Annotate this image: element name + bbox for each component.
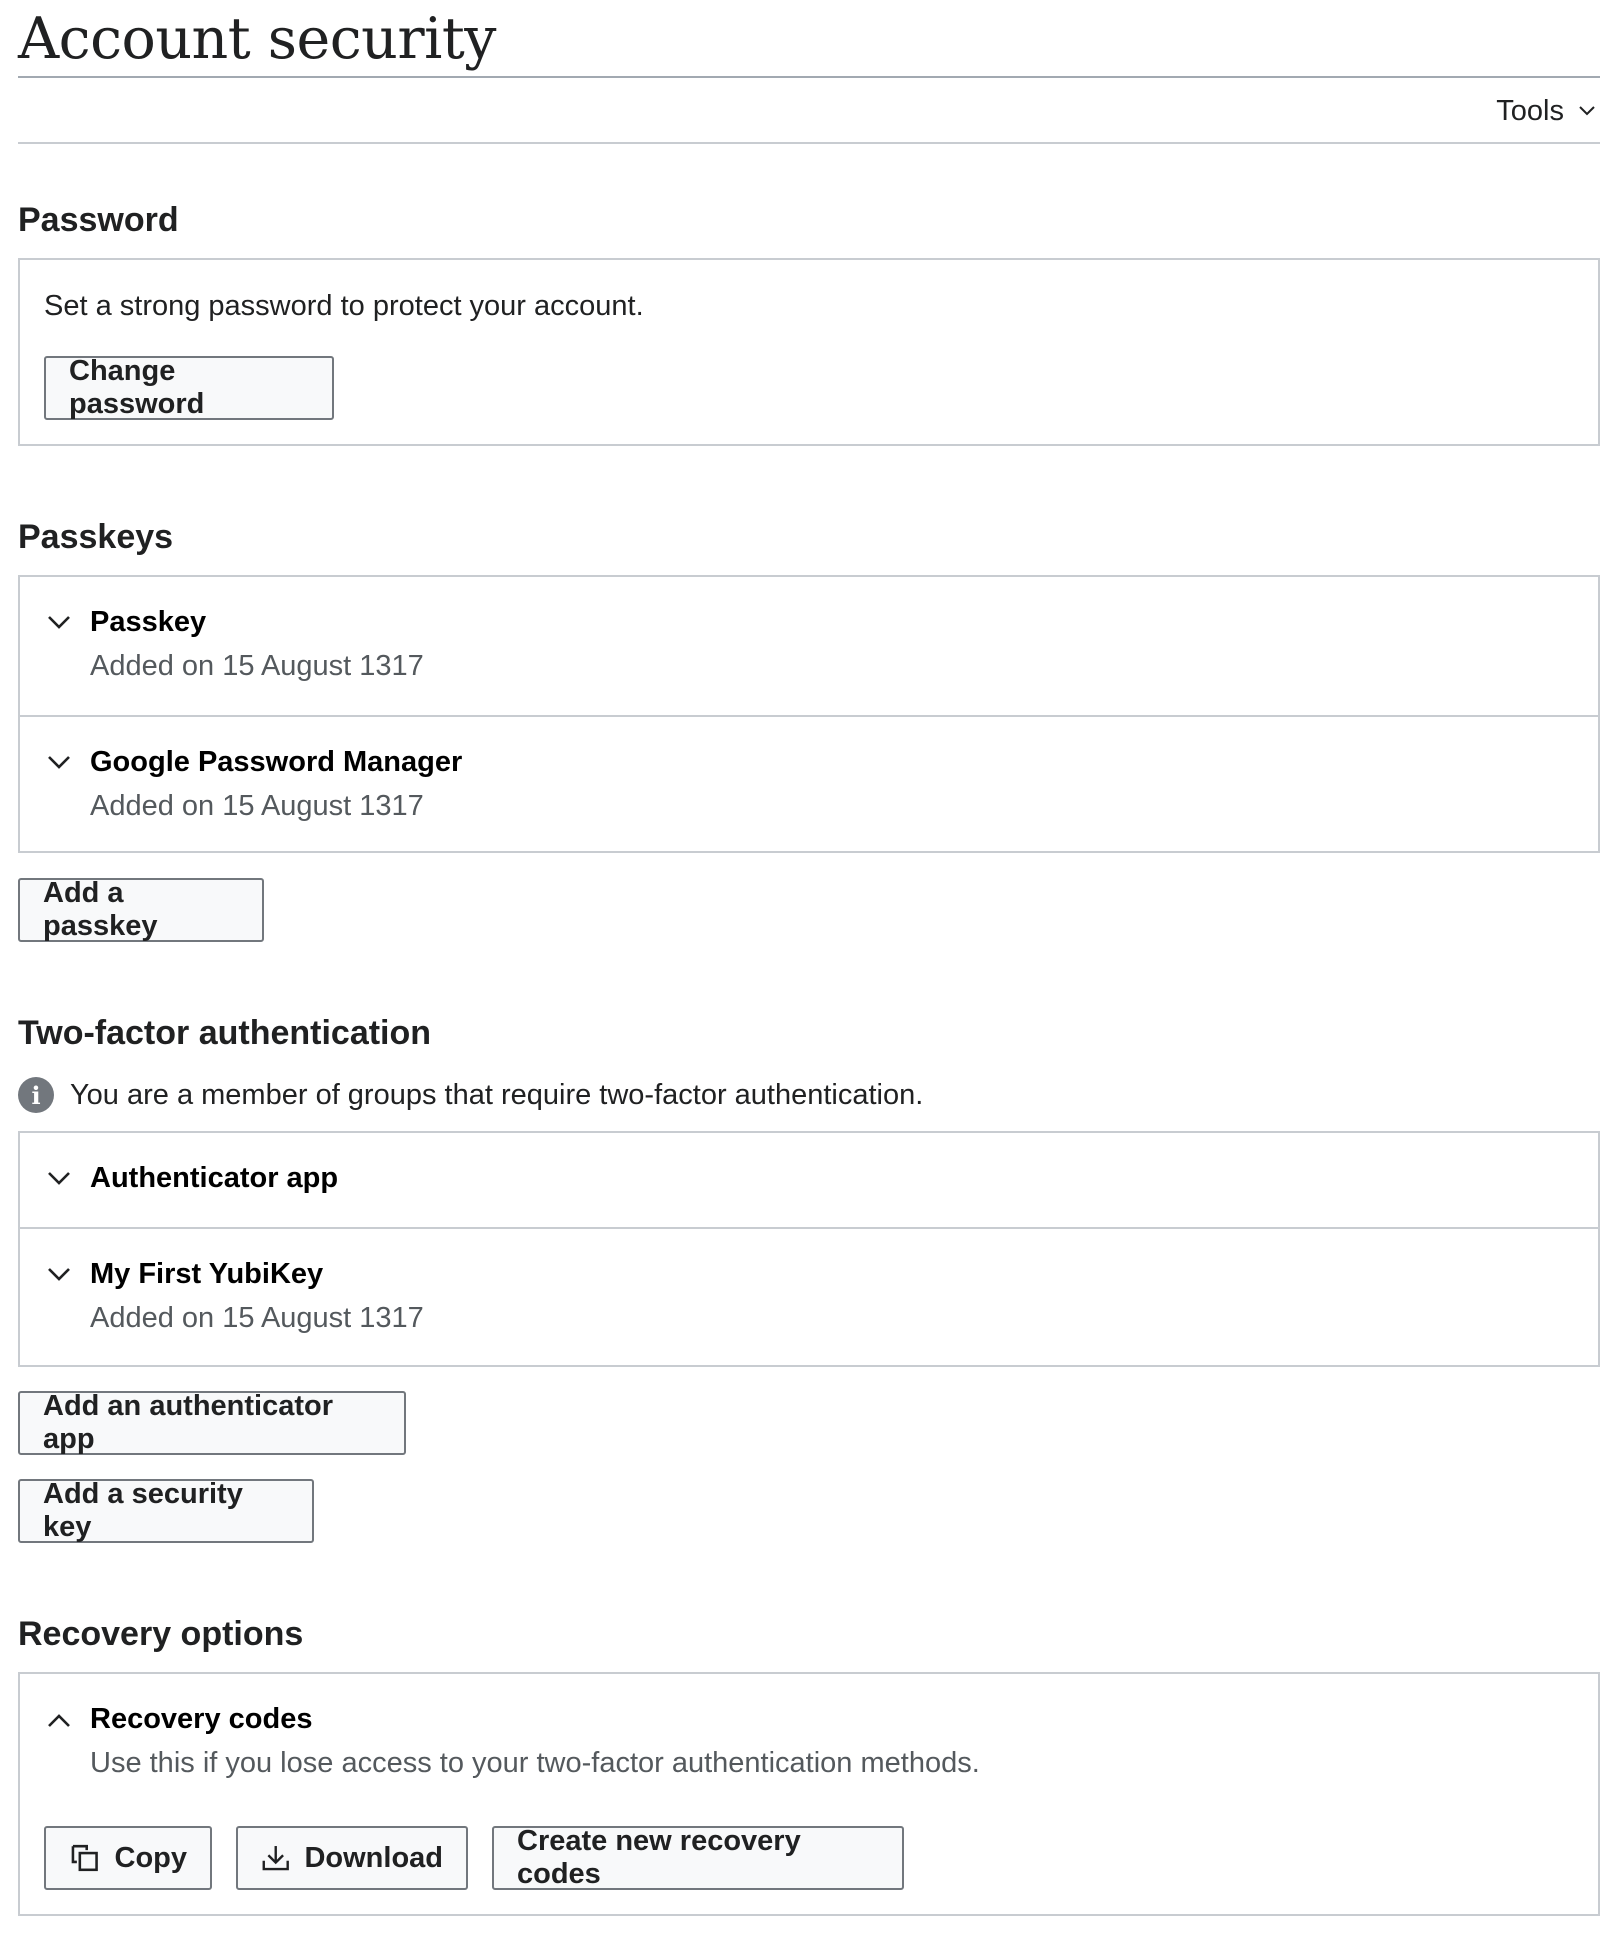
password-heading: Password <box>18 201 179 239</box>
chevron-down-icon[interactable] <box>46 754 72 772</box>
chevron-down-icon[interactable] <box>46 1266 72 1284</box>
copy-button[interactable] <box>44 1826 212 1890</box>
toolbar <box>18 78 1600 144</box>
page-title: Account security <box>18 0 1600 78</box>
password-panel <box>18 258 1600 446</box>
passkeys-list <box>18 575 1600 853</box>
password-description: Set a strong password to protect your account. <box>44 290 644 322</box>
add-passkey-button[interactable]: Add a passkey <box>18 878 264 942</box>
passkey-row[interactable] <box>20 715 1598 853</box>
recovery-codes-description: Use this if you lose access to your two-factor authentication methods. <box>90 1747 980 1779</box>
two-factor-method-name: Authenticator app <box>90 1162 339 1194</box>
two-factor-notice <box>18 1077 923 1113</box>
passkeys-heading: Passkeys <box>18 518 174 556</box>
passkey-name: Passkey <box>90 606 207 638</box>
info-icon: i <box>18 1077 54 1113</box>
two-factor-heading: Two-factor authentication <box>18 1014 432 1052</box>
add-authenticator-app-button[interactable]: Add an authenticator app <box>18 1391 406 1455</box>
passkey-added-date: Added on 15 August 1317 <box>90 650 424 682</box>
chevron-down-icon[interactable] <box>46 614 72 632</box>
download-icon <box>261 1842 290 1874</box>
chevron-down-icon[interactable] <box>46 1170 72 1188</box>
two-factor-method-name: My First YubiKey <box>90 1258 324 1290</box>
recovery-heading: Recovery options <box>18 1615 304 1653</box>
passkey-row[interactable] <box>20 577 1598 715</box>
tools-menu-button[interactable] <box>1496 95 1600 128</box>
two-factor-method-row[interactable] <box>20 1227 1598 1365</box>
recovery-codes-row[interactable] <box>20 1674 1598 1914</box>
copy-icon <box>69 1842 101 1874</box>
add-security-key-button[interactable]: Add a security key <box>18 1479 314 1543</box>
passkey-added-date: Added on 15 August 1317 <box>90 790 424 822</box>
account-security-page <box>18 0 1600 1890</box>
recovery-panel <box>18 1672 1600 1916</box>
copy-button-label: Copy <box>114 1841 187 1874</box>
two-factor-methods-list <box>18 1131 1600 1367</box>
passkey-name: Google Password Manager <box>90 746 463 778</box>
download-button[interactable] <box>236 1826 468 1890</box>
download-button-label: Download <box>304 1841 443 1874</box>
change-password-button[interactable]: Change password <box>44 356 334 420</box>
create-new-recovery-codes-button[interactable]: Create new recovery codes <box>492 1826 904 1890</box>
tools-label: Tools <box>1496 94 1564 127</box>
two-factor-method-row[interactable] <box>20 1133 1598 1227</box>
recovery-codes-title: Recovery codes <box>90 1703 313 1735</box>
chevron-down-icon <box>1578 105 1596 117</box>
chevron-up-icon[interactable] <box>46 1711 72 1729</box>
two-factor-method-added-date: Added on 15 August 1317 <box>90 1302 424 1334</box>
two-factor-notice-text: You are a member of groups that require two-factor authentication. <box>70 1078 924 1111</box>
